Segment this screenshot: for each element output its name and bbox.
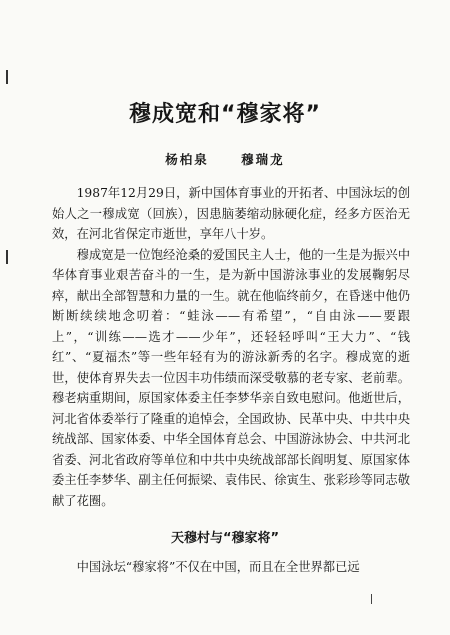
- paragraph: 中国泳坛“穆家将”不仅在中国，而且在全世界都已远: [76, 560, 360, 574]
- author-line: [0, 150, 450, 168]
- article-title: 穆成宽和“穆家将”: [129, 102, 321, 127]
- paragraph: 1987年12月29日，新中国体育事业的开拓者、中国泳坛的创始人之一穆成宽（回族），因患脑萎缩动脉硬化症，经多方医治无效，在河北省保定市逝世，享年八十岁。: [52, 186, 410, 241]
- scan-edge-mark: [6, 250, 8, 264]
- page-mark: [371, 594, 372, 604]
- article-body: [52, 183, 410, 511]
- author-name: 杨柏泉: [165, 152, 209, 167]
- section-heading: 天穆村与“穆家将”: [170, 531, 280, 546]
- scan-edge-mark: [6, 70, 8, 84]
- author-name: 穆瑞龙: [241, 152, 285, 167]
- paragraph: 穆成宽是一位饱经沧桑的爱国民主人士，他的一生是为振兴中华体育事业艰苦奋斗的一生，是为新中国游泳事业的发展鞠躬尽瘁，献出全部智慧和力量的一生。就在他临终前夕，在昏迷中他仍断断续续地念叨着：“蛙泳——有希望”，“自由泳——要跟上”，“训练——选才——少年”，还轻轻呼叫“王大力”、“钱红”、“夏福杰”等一些年轻有为的游泳新秀的名字。穆成宽的逝世，使体育界失去一位因丰功伟绩而深受敬慕的老专家、老前辈。穆老病重期间，原国家体委主任李梦华亲自致电慰问。他逝世后，河北省体委举行了隆重的追悼会，全国政协、民革中央、中共中央统战部、国家体委、中华全国体育总会、中国游泳协会、中共河北省委、河北省政府等单位和中共中央统战部部长阎明复、原国家体委主任李梦华、副主任何振梁、袁伟民、徐寅生、张彩珍等同志敬献了花圈。: [52, 247, 410, 508]
